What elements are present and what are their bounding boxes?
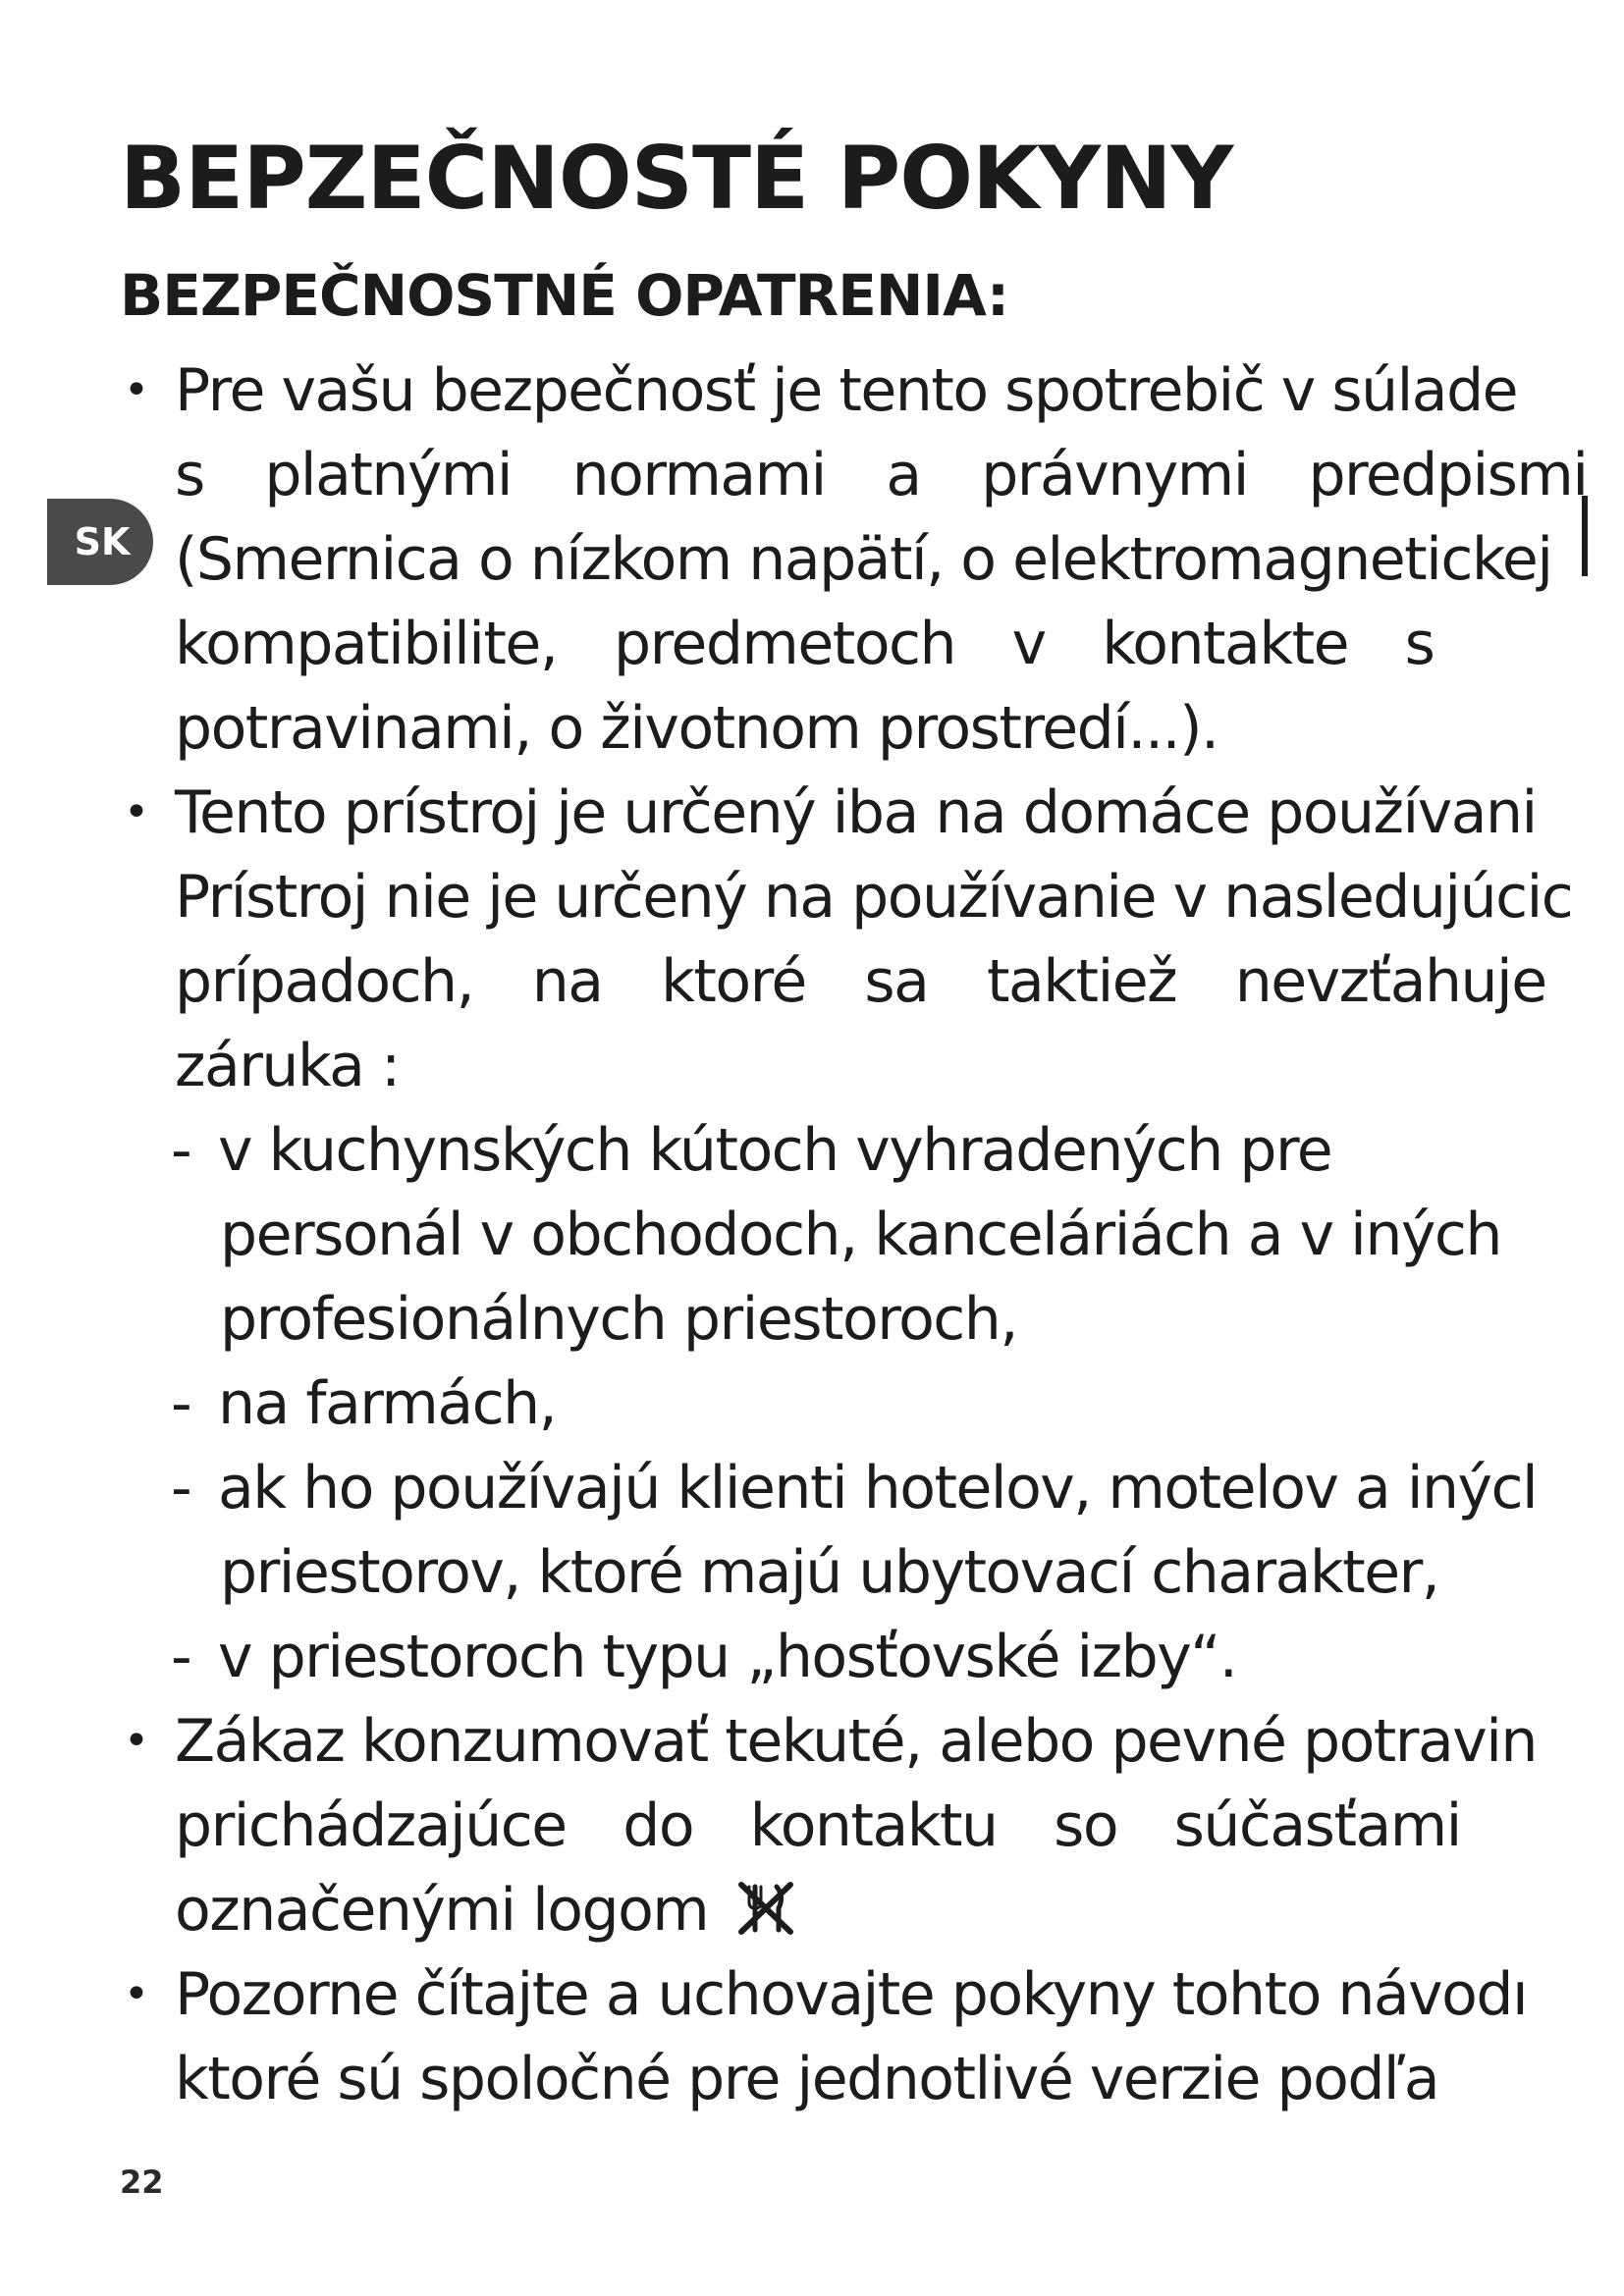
bullet-3-line-1: Zákaz konzumovať tekuté, alebo pevné potravin [175, 1707, 1537, 1776]
safety-text [0, 348, 1624, 2121]
text-line [0, 1362, 1624, 1446]
bullet-3-line-2: prichádzajúce do kontaktu so súčasťami [175, 1791, 1461, 1860]
bullet-marker: • [124, 1716, 148, 1766]
text-line [0, 602, 1624, 686]
text-line [0, 1108, 1624, 1193]
sub-item-4-line-1: v priestoroch typu „hosťovské izby“. [218, 1623, 1237, 1691]
text-line [0, 1530, 1624, 1615]
language-tab: SK [47, 499, 153, 585]
bullet-3-line-3: označenými logom [175, 1876, 709, 1945]
bullet-1-line-1: Pre vašu bezpečnosť je tento spotrebič v súlade [175, 356, 1518, 425]
page-title: BEPZEČNOSTÉ POKYNY [120, 128, 1233, 229]
text-line [0, 1024, 1624, 1108]
dash-marker: - [171, 1454, 191, 1522]
bullet-4-line-2: ktoré sú spoločné pre jednotlivé verzie podľa [175, 2045, 1439, 2113]
text-line [0, 1615, 1624, 1699]
text-line [0, 1277, 1624, 1362]
bullet-1-line-2: s platnými normami a právnymi predpismi [175, 441, 1588, 509]
bullet-2-line-1: Tento prístroj je určený iba na domáce používani [175, 778, 1537, 847]
text-line [0, 771, 1591, 855]
bullet-3-line-3-wrap [175, 1868, 796, 1952]
sub-item-3-line-1: ak ho používajú klienti hotelov, motelov a inýcl [218, 1454, 1538, 1522]
dash-marker: - [171, 1369, 191, 1438]
text-line [0, 1784, 1624, 1868]
bullet-2-line-3: prípadoch, na ktoré sa taktiež nevzťahuje [175, 947, 1546, 1016]
text-line [0, 433, 1624, 517]
text-line [0, 1193, 1624, 1277]
bullet-2-line-4: záruka : [175, 1032, 400, 1100]
text-line [0, 855, 1591, 939]
bullet-4-line-1: Pozorne čítajte a uchovajte pokyny tohto návodı [175, 1960, 1528, 2029]
page-number: 22 [120, 2163, 164, 2201]
sub-item-1-line-1: v kuchynských kútoch vyhradených pre [218, 1116, 1332, 1185]
bullet-marker: • [124, 1969, 148, 2019]
dash-marker: - [171, 1623, 191, 1691]
text-line [0, 348, 1624, 433]
sub-item-1-line-3: profesionálnych priestoroch, [220, 1285, 1017, 1354]
sub-item-2-line-1: na farmách, [218, 1369, 557, 1438]
text-line [0, 2037, 1624, 2121]
bullet-2-line-2: Prístroj nie je určený na používanie v nasledujúcic [175, 863, 1573, 932]
text-line [0, 517, 1591, 602]
bullet-1-line-4: kompatibilite, predmetoch v kontakte s [175, 610, 1435, 678]
bullet-marker: • [124, 787, 148, 837]
bullet-1-line-3: (Smernica o nízkom napätí, o elektromagnetickej [175, 525, 1552, 594]
text-line [0, 1699, 1591, 1784]
dash-marker: - [171, 1116, 191, 1185]
bullet-marker: • [124, 365, 148, 415]
text-line [0, 1446, 1591, 1530]
sub-item-1-line-2: personál v obchodoch, kanceláriách a v iných [220, 1201, 1501, 1269]
sub-item-3-line-2: priestorov, ktoré majú ubytovací charakter, [220, 1538, 1439, 1607]
section-subtitle: BEZPEČNOSTNÉ OPATRENIA: [120, 262, 1009, 329]
no-food-contact-icon [735, 1876, 796, 1952]
text-line [0, 939, 1624, 1024]
text-line [0, 1868, 1624, 1952]
bullet-1-line-5: potravinami, o životnom prostredí...). [175, 694, 1218, 763]
text-line [0, 1952, 1591, 2037]
text-line [0, 686, 1624, 771]
